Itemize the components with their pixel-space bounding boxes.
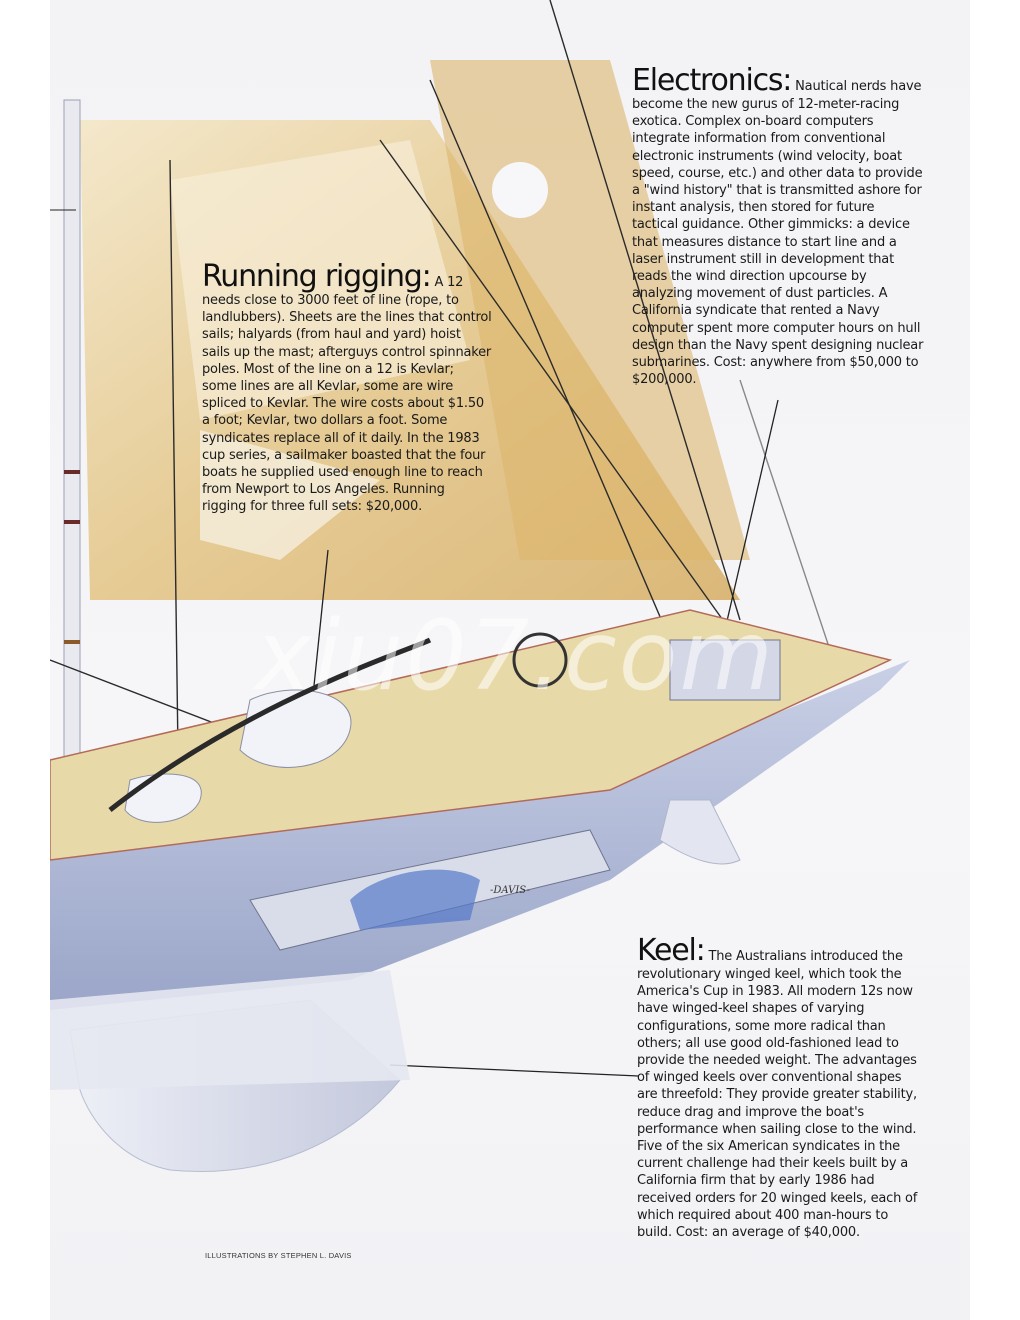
electronics-heading: Electronics:	[632, 63, 792, 98]
keel-heading: Keel:	[637, 933, 705, 968]
running-rigging-heading: Running rigging:	[202, 259, 431, 294]
watermark: xiu07.com	[255, 600, 776, 712]
running-rigging-caption	[202, 259, 492, 516]
keel-body: The Australians introduced the revolutionary winged keel, which took the America's Cup in 1983. All modern 12s now have winged-keel shapes of varying configurations, some more radical than others; all use good old-fashioned lead to provide the needed weight. The advantages of winged keels over conventional shapes are threefold: They provide greater stability, reduce drag and improve the boat's performance when sailing close to the wind. Five of the six American syndicates in the current challenge had their keels built by a California firm that by early 1986 had received orders for 20 winged keels, each of which required about 400 man-hours to build. Cost: an average of $40,000.	[637, 949, 918, 1241]
sail-window	[492, 162, 548, 218]
artist-signature: -DAVIS-	[490, 885, 530, 896]
magazine-page	[50, 0, 970, 1320]
keel-caption	[637, 933, 922, 1241]
illustration-credit: ILLUSTRATIONS BY STEPHEN L. DAVIS	[205, 1251, 352, 1260]
rudder	[660, 800, 740, 864]
running-rigging-body: A 12 needs close to 3000 feet of line (rope, to landlubbers). Sheets are the lines that control sails; halyards (from haul and yard) hoist sails up the mast; afterguys control spinnaker poles. Most of the line on a 12 is Kevlar; some lines are all Kevlar, some are wire spliced to Kevlar. The wire costs about $1.50 a foot; Kevlar, two dollars a foot. Some syndicates replace all of it daily. In the 1983 cup series, a sailmaker boasted that the four boats he supplied used enough line to reach from Newport to Los Angeles. Running rigging for three full sets: $20,000.	[202, 275, 492, 515]
electronics-body: Nautical nerds have become the new gurus of 12-meter-racing exotica. Complex on-board computers integrate information from conventional electronic instruments (wind velocity, boat speed, course, etc.) and other data to provide a "wind history" that is transmitted ashore for instant analysis, then stored for future tactical guidance. Other gimmicks: a device that measures distance to start line and a laser instrument still in development that reads the wind direction upcourse by analyzing movement of dust particles. A California syndicate that rented a Navy computer spent more computer hours on hull design than the Navy spent designing nuclear submarines. Cost: anywhere from $50,000 to $200,000.	[632, 79, 924, 388]
electronics-caption	[632, 63, 924, 388]
